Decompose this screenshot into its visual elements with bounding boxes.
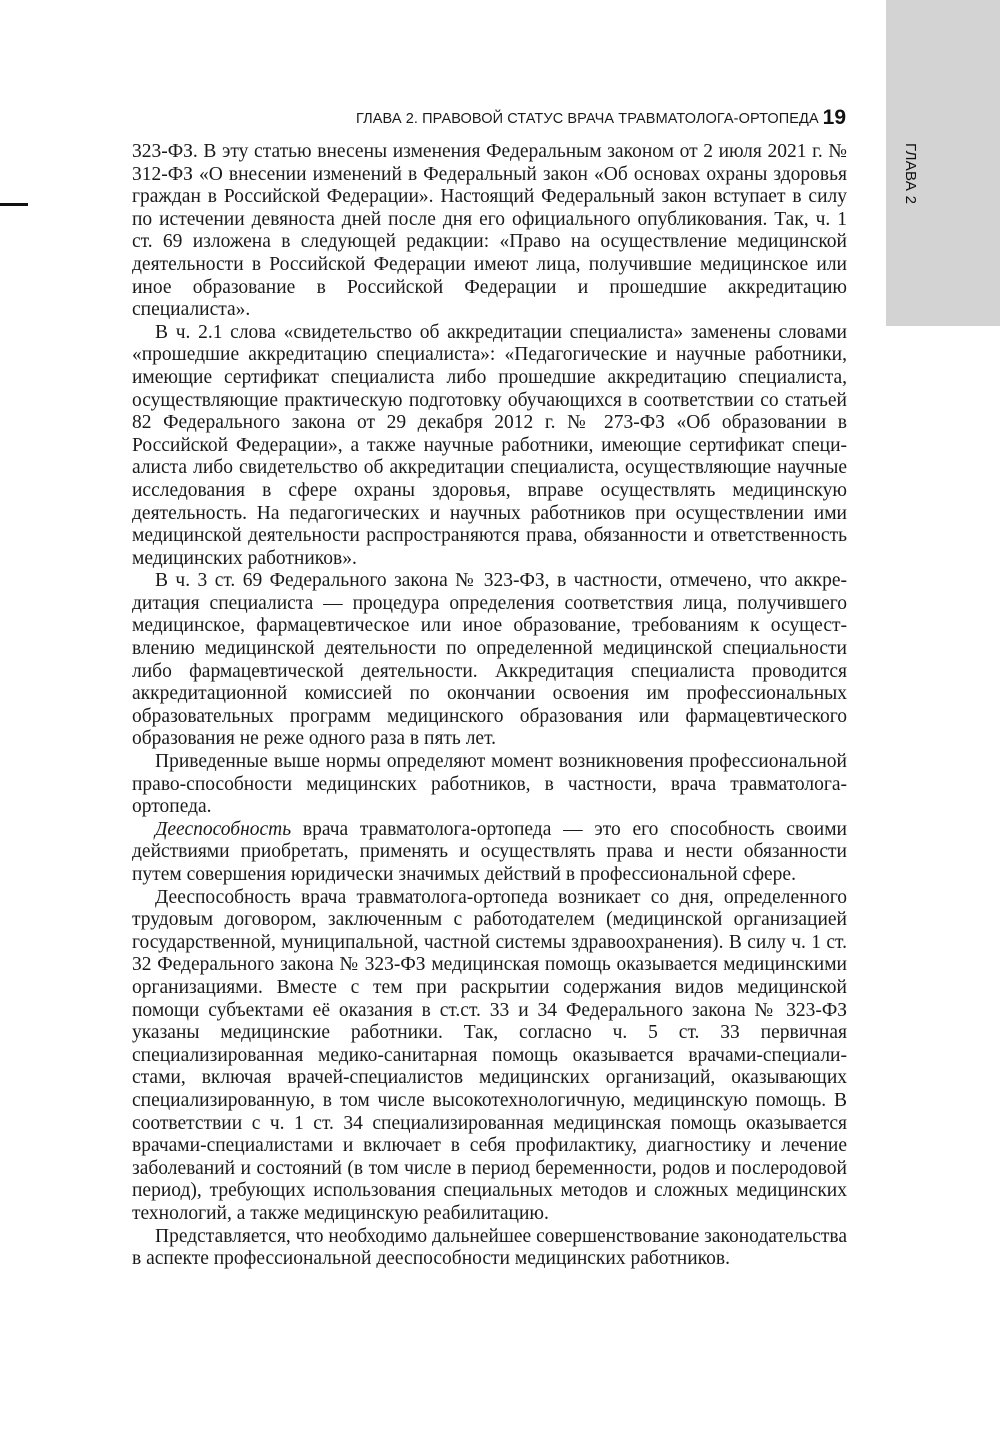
paragraph: Дееспособность врача травматолога-ортопеда возникает со дня, определенного трудовым договором, заключенным с работодателем (медицинской организацией государственной, муниципальной, частной системы здравоохранения). В силу ч. 1 ст. 32 Федерального закона № 323-ФЗ медицинская помощь оказывается медицинскими организациями. Вместе с тем при раскрытии содержания видов медицинской помощи субъектами её оказания в ст.ст. 33 и 34 Федерального закона № 323-ФЗ указаны медицинские работники. Так, согласно ч. 5 ст. 33 первичная специализированная медико-санитарная помощь оказывается врачами-специалистами, включая врачей-специалистов медицинских организаций, оказывающих специализированную, в том числе высокотехнологичную, медицинскую помощь. В соответствии с ч. 1 ст. 34 специализированная медицинская помощь оказывается врачами-специалистами и включает в себя профилактику, диагностику и лечение заболеваний и состояний (в том числе в период беременности, родов и послеродовой период), требующих использования специальных методов и сложных медицинских технологий, а также медицинскую реабилитацию.	[132, 886, 847, 1224]
running-head	[356, 108, 846, 130]
paragraph-capacity-definition	[132, 819, 847, 887]
chapter-side-tab-label: ГЛАВА 2	[902, 143, 919, 205]
paragraph: 323-ФЗ. В эту статью внесены изменения Федеральным законом от 2 июля 2021 г. № 312-ФЗ «О внесении изменений в Федеральный закон «Об основах охраны здоровья граждан в Российской Федерации». Настоящий Федеральный закон вступает в силу по истечении девяноста дней после дня его официального опубликования. Так, ч. 1 ст. 69 изложена в следующей редакции: «Право на осуществление медицинской деятельности в Российской Федерации имеют лица, получившие медицинское или иное образование в Российской Федерации и прошедшие аккредитацию специалиста».	[132, 141, 847, 321]
page-number: 19	[822, 106, 846, 129]
defined-term: Дееспособность	[155, 818, 292, 840]
body-text	[132, 141, 847, 1271]
margin-mark	[0, 203, 28, 206]
running-head-title: ГЛАВА 2. ПРАВОВОЙ СТАТУС ВРАЧА ТРАВМАТОЛОГА-ОРТОПЕДА	[356, 111, 819, 127]
paragraph: Представляется, что необходимо дальнейшее совершенствование законодательства в аспекте профессиональной дееспособности медицинских работников.	[132, 1225, 847, 1270]
definition-text: врача травматолога-ортопеда — это его способность своими действиями приобретать, применять и осуществлять права и нести обязанности путем совершения юридически значимых действий в профессиональной сфере.	[132, 818, 847, 885]
paragraph: Приведенные выше нормы определяют момент возникновения профессиональной право-способности медицинских работников, в частности, врача травматолога-ортопеда.	[132, 751, 847, 818]
paragraph: В ч. 3 ст. 69 Федерального закона № 323-ФЗ, в частности, отмечено, что аккредитация специалиста — процедура определения соответствия лица, получившего медицинское, фармацевтическое или иное образование, требованиям к осуществлению медицинской деятельности по определенной медицинской специальности либо фармацевтической деятельности. Аккредитация специалиста проводится аккредитационной комиссией по окончании освоения им профессиональных образовательных программ медицинского образования или фармацевтического образования не реже одного раза в пять лет.	[132, 570, 847, 750]
paragraph: В ч. 2.1 слова «свидетельство об аккредитации специалиста» заменены словами «прошедшие аккредитацию специалиста»: «Педагогические и научные работники, имеющие сертификат специалиста либо прошедшие аккредитацию специалиста, осуществляющие практическую подготовку обучающихся в соответствии со статьей 82 Федерального закона от 29 декабря 2012 г. № 273-ФЗ «Об образовании в Российской Федерации», а также научные работники, имеющие сертификат специалиста либо свидетельство об аккредитации специалиста, осуществляющие научные исследования в сфере охраны здоровья, вправе осуществлять медицинскую деятельность. На педагогических и научных работников при осуществлении ими медицинской деятельности распространяются права, обязанности и ответственность медицинских работников».	[132, 321, 847, 569]
